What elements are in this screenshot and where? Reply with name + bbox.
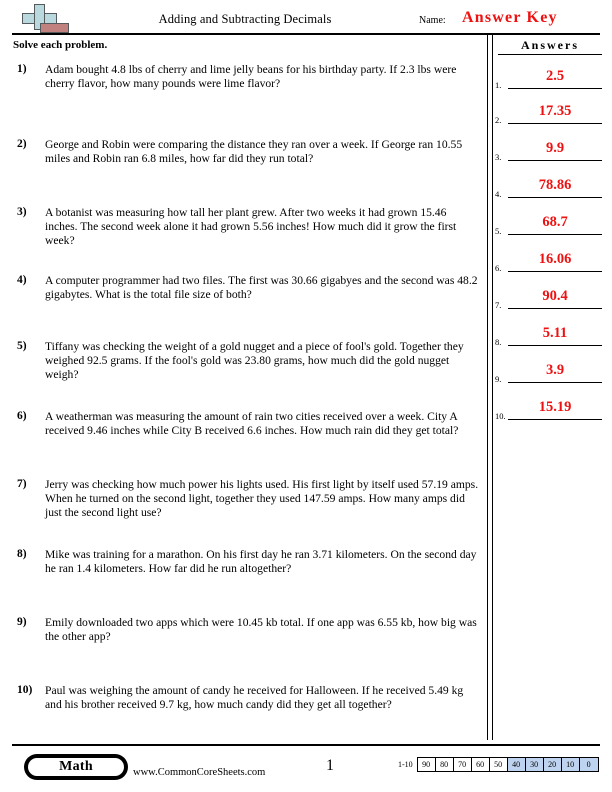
answer-row	[495, 287, 607, 321]
problem-text: Mike was training for a marathon. On his first day he ran 3.71 kilometers. On the second day he ran 1.4 kilometers. How far did he run altogether?	[45, 548, 477, 576]
answer-value: 9.9	[545, 140, 565, 156]
problem-item	[13, 548, 481, 576]
answer-blank-line	[508, 419, 602, 420]
answer-blank-line	[508, 345, 602, 346]
problem-item	[13, 616, 481, 644]
problem-item	[13, 206, 481, 249]
problem-number: 5)	[17, 340, 27, 352]
grading-scale-cell: 0	[580, 758, 598, 771]
answers-column-heading: Answers	[498, 38, 602, 55]
answer-number: 2.	[495, 115, 502, 125]
problem-text: A botanist was measuring how tall her plant grew. After two weeks it had grown 15.46 inches. The second week alone it had grown 5.56 inches! How much did it grow the first week?	[45, 206, 457, 248]
grading-scale	[398, 757, 599, 772]
grading-scale-cell: 90	[418, 758, 436, 771]
answer-number: 6.	[495, 263, 502, 273]
problem-text: Paul was weighing the amount of candy he received for Halloween. If he received 5.49 kg and his brother received 9.7 kg, how much candy did they get all together?	[45, 684, 464, 712]
column-divider	[487, 34, 493, 740]
problem-number: 2)	[17, 138, 27, 150]
answer-number: 9.	[495, 374, 502, 384]
answer-value: 5.11	[542, 325, 568, 341]
answer-row	[495, 361, 607, 395]
problem-text: A weatherman was measuring the amount of rain two cities received over a week. City A received 9.46 inches while City B received 6.6 inches. How much rain did they get total?	[45, 410, 459, 438]
answer-blank-line	[508, 197, 602, 198]
answer-row	[495, 213, 607, 247]
answer-number: 1.	[495, 80, 502, 90]
answer-value: 17.35	[538, 103, 572, 119]
problem-number: 10)	[17, 684, 33, 696]
answer-number: 4.	[495, 189, 502, 199]
site-url: www.CommonCoreSheets.com	[133, 767, 266, 778]
answer-blank-line	[508, 160, 602, 161]
answer-value: 16.06	[538, 251, 572, 267]
problem-item	[13, 340, 481, 383]
page-number: 1	[326, 757, 334, 774]
problem-number: 6)	[17, 410, 27, 422]
instruction-text: Solve each problem.	[13, 39, 108, 51]
answer-row	[495, 102, 607, 136]
answer-value: 15.19	[538, 399, 572, 415]
answer-row	[495, 398, 607, 432]
worksheet-title: Adding and Subtracting Decimals	[158, 12, 332, 26]
answer-blank-line	[508, 271, 602, 272]
answer-row	[495, 324, 607, 358]
answer-blank-line	[508, 308, 602, 309]
problem-text: A computer programmer had two files. The first was 30.66 gigabyes and the second was 48.2 gigabytes. What is the total file size of both?	[45, 274, 478, 302]
answer-value: 90.4	[542, 288, 568, 304]
problem-text: Adam bought 4.8 lbs of cherry and lime jelly beans for his birthday party. If 2.3 lbs were cherry flavor, how many pounds were lime flavor?	[45, 63, 457, 91]
grading-scale-cell: 10	[562, 758, 580, 771]
problem-item	[13, 138, 481, 166]
answer-row	[495, 67, 607, 101]
grading-scale-cell: 40	[508, 758, 526, 771]
problem-item	[13, 63, 481, 91]
answer-key-stamp: Answer Key	[462, 9, 558, 26]
answer-blank-line	[508, 123, 602, 124]
answer-blank-line	[508, 382, 602, 383]
grading-scale-cell: 80	[436, 758, 454, 771]
answer-value: 78.86	[538, 177, 572, 193]
problem-text: George and Robin were comparing the distance they ran over a week. If George ran 10.55 miles and Robin ran 6.8 miles, how far did they run total?	[45, 138, 463, 166]
grading-scale-cell: 70	[454, 758, 472, 771]
answer-blank-line	[508, 234, 602, 235]
problem-number: 7)	[17, 478, 27, 490]
grading-scale-cells	[417, 757, 599, 772]
problem-number: 3)	[17, 206, 27, 218]
answer-row	[495, 176, 607, 210]
subject-badge	[24, 754, 128, 780]
grading-scale-cell: 20	[544, 758, 562, 771]
problem-text: Jerry was checking how much power his lights used. His first light by itself used 57.19 amps. When he turned on the second light, together they used 147.59 amps. How many amps did just the second light use?	[45, 478, 479, 520]
answer-blank-line	[508, 88, 602, 89]
grading-scale-range: 1-10	[398, 760, 413, 769]
problem-item	[13, 410, 481, 438]
answer-number: 7.	[495, 300, 502, 310]
problem-item	[13, 274, 481, 302]
answer-number: 10.	[495, 411, 506, 421]
answer-row	[495, 139, 607, 173]
problem-item	[13, 478, 481, 521]
answer-number: 3.	[495, 152, 502, 162]
problem-number: 4)	[17, 274, 27, 286]
problem-number: 9)	[17, 616, 27, 628]
problem-number: 1)	[17, 63, 27, 75]
answer-number: 5.	[495, 226, 502, 236]
problem-item	[13, 684, 481, 712]
grading-scale-cell: 50	[490, 758, 508, 771]
answer-value: 68.7	[542, 214, 568, 230]
problem-text: Tiffany was checking the weight of a gold nugget and a piece of fool's gold. Together they weighed 92.5 grams. If the fool's gold was 23.80 grams, how much did the gold nugget weigh?	[45, 340, 464, 382]
page-header	[0, 0, 612, 36]
grading-scale-cell: 60	[472, 758, 490, 771]
answer-value: 3.9	[545, 362, 565, 378]
problem-text: Emily downloaded two apps which were 10.45 kb total. If one app was 6.55 kb, how big was the other app?	[45, 616, 477, 644]
answer-value: 2.5	[545, 68, 565, 84]
subject-badge-label: Math	[28, 758, 124, 776]
answer-row	[495, 250, 607, 284]
problem-number: 8)	[17, 548, 27, 560]
name-label: Name:	[419, 15, 446, 26]
answer-number: 8.	[495, 337, 502, 347]
footer-divider-rule	[12, 744, 600, 746]
grading-scale-cell: 30	[526, 758, 544, 771]
header-divider-rule	[12, 33, 600, 35]
